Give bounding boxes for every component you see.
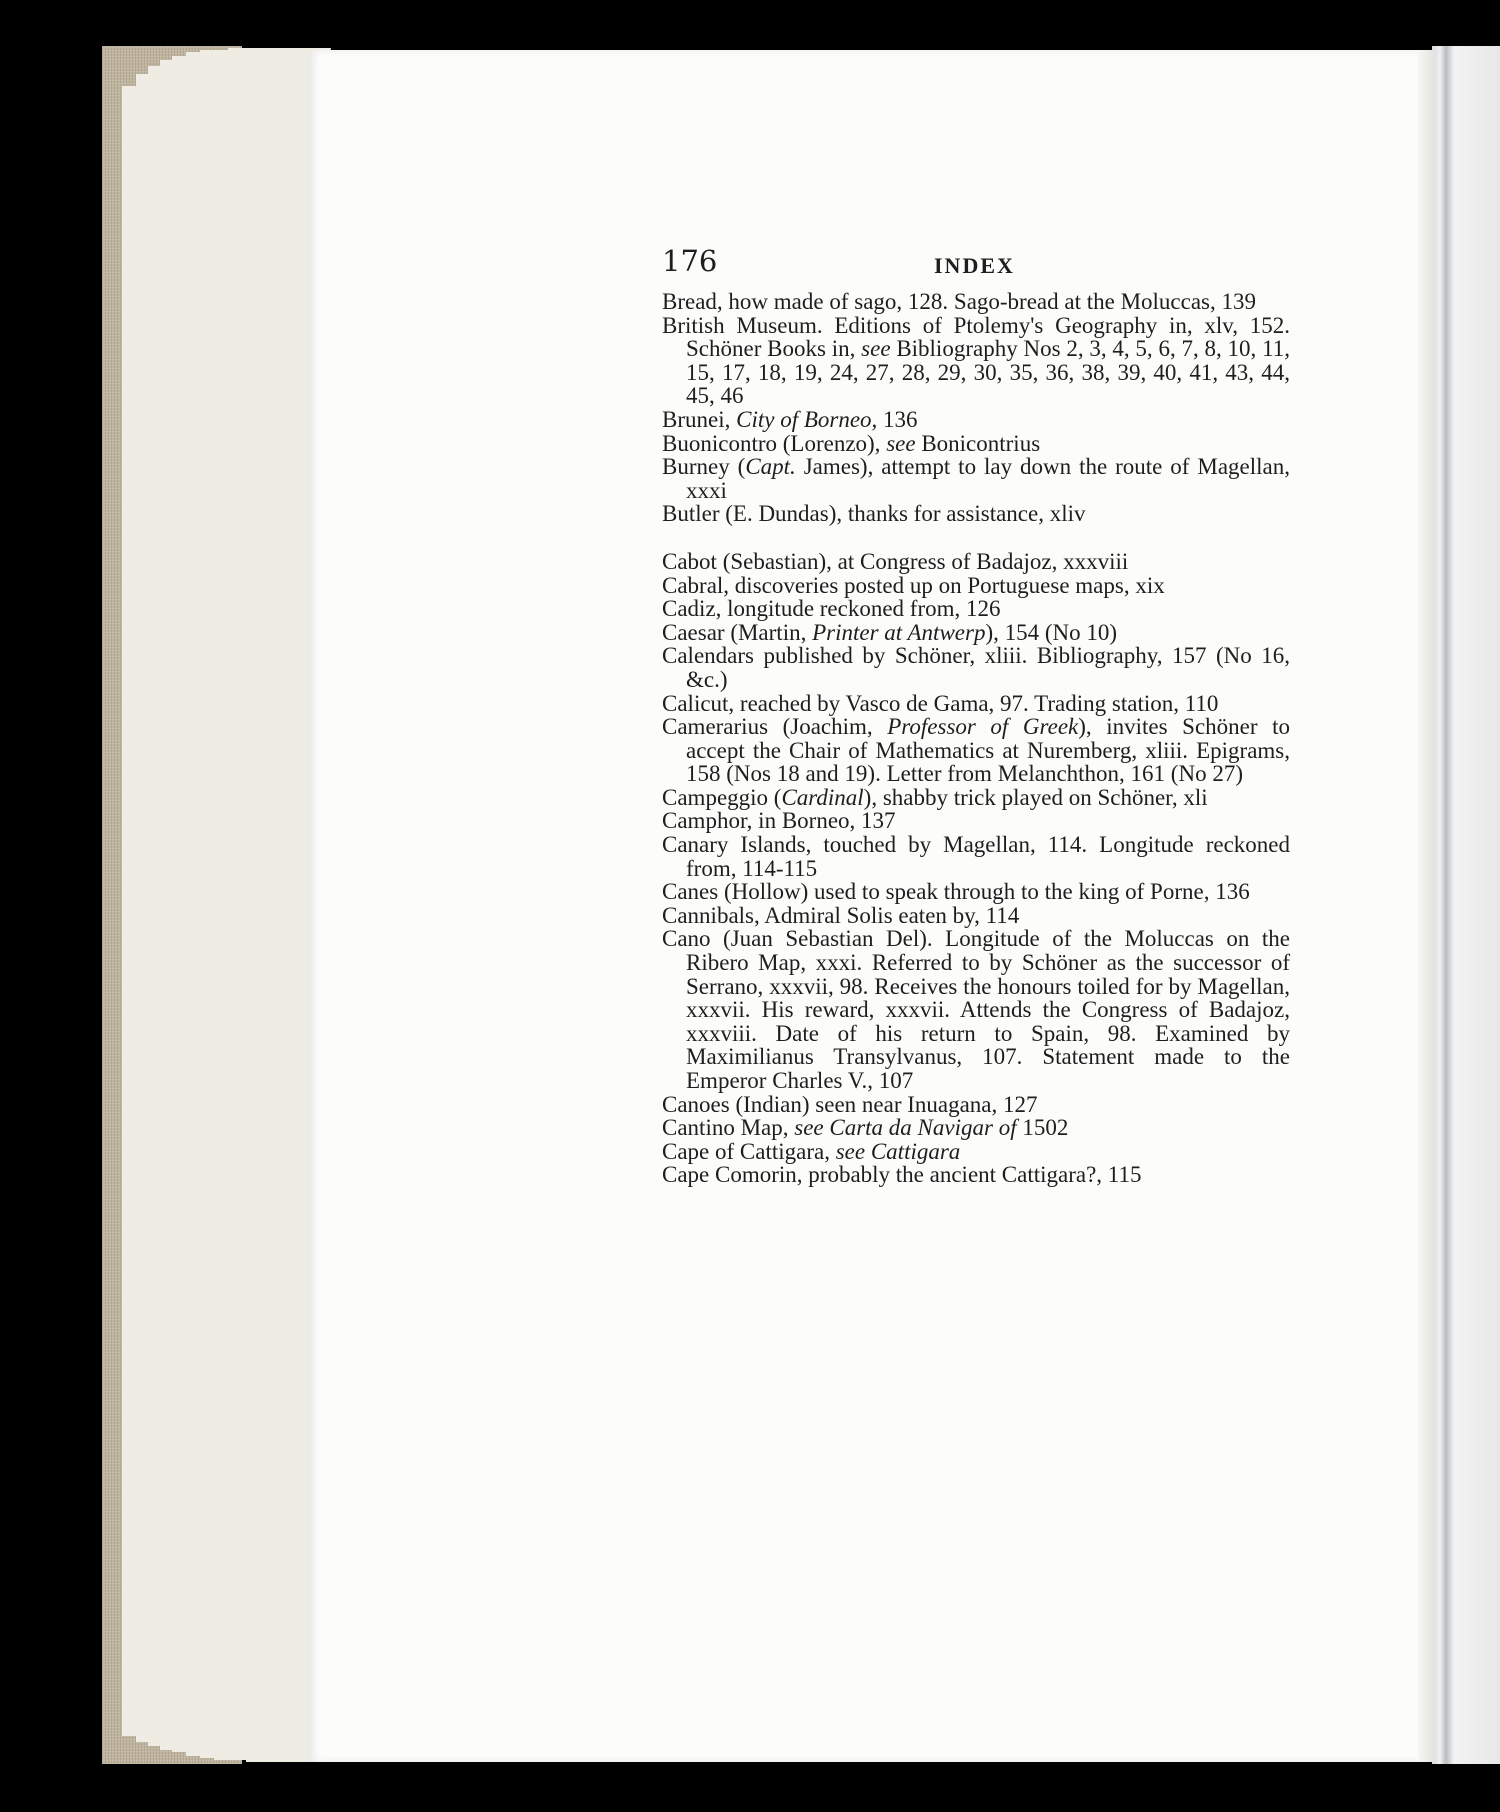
index-entry-text: ), invites Schöner to accept the Chair of Mathematics at Nuremberg, xliii. Epigrams, 158 (Nos 18 and 19). Letter from Melanchthon, 161 (No 27) xyxy=(686,714,1291,787)
index-entry-text: Cano (Juan Sebastian Del). Longitude of the Moluccas on the Ribero Map, xxxi. Referred to by Schöner as the successor of Serrano, xxxvii, 98. Receives the honours toiled for by Magellan, xxxvii. His reward, xxxvii. Attends the Congress of Badajoz, xxxviii. Date of his return to Spain, 98. Examined by Maximilianus Transylvanus, 107. Statement made to the Emperor Charles V., 107 xyxy=(662,926,1290,1093)
index-text-block xyxy=(662,244,1291,1188)
index-entry-text: 136 xyxy=(877,406,918,432)
index-entry xyxy=(662,927,1290,1092)
index-entry xyxy=(662,1140,1290,1164)
index-entry xyxy=(662,715,1290,786)
index-entry xyxy=(662,904,1290,928)
index-entry xyxy=(662,574,1290,598)
index-entry-italic: see Cattigara xyxy=(835,1138,961,1164)
index-entry-text: Canoes (Indian) seen near Inuagana, 127 xyxy=(662,1091,1038,1117)
index-entry xyxy=(662,502,1290,526)
index-entry xyxy=(662,1116,1290,1140)
index-entry-text: Cabot (Sebastian), at Congress of Badajoz, xxxviii xyxy=(662,548,1129,574)
index-entry xyxy=(662,1163,1290,1187)
index-entry-text: Butler (E. Dundas), thanks for assistance, xliv xyxy=(662,501,1086,527)
index-entry xyxy=(662,290,1290,314)
index-entry-italic: Professor of Greek xyxy=(887,714,1079,740)
index-entry-text: Brunei, xyxy=(662,406,737,432)
index-entry-text: Calendars published by Schöner, xliii. Bibliography, 157 (No 16, &c.) xyxy=(662,643,1290,692)
index-entry-text: Camerarius (Joachim, xyxy=(662,714,888,740)
index-entry xyxy=(662,621,1290,645)
index-entry xyxy=(662,833,1290,880)
page-header xyxy=(662,244,1290,290)
index-entry-text: Bread, how made of sago, 128. Sago-bread at the Moluccas, 139 xyxy=(662,289,1257,314)
index-entry-text: Cape of Cattigara, xyxy=(662,1138,836,1164)
index-entry-text: Burney ( xyxy=(662,454,746,480)
index-entry-text: 1502 xyxy=(1016,1115,1069,1141)
index-entry-text: Calicut, reached by Vasco de Gama, 97. Trading station, 110 xyxy=(662,690,1219,716)
page-number: 176 xyxy=(662,244,718,278)
index-entry-italic: Capt. xyxy=(745,454,796,480)
index-entry xyxy=(662,880,1290,904)
index-entry-text: Buonicontro (Lorenzo), xyxy=(662,430,887,456)
index-entry-italic: see Carta da Navigar of xyxy=(794,1115,1017,1141)
index-entry xyxy=(662,432,1290,456)
facing-page-edge xyxy=(1432,46,1500,1764)
index-entry-text: James), attempt to lay down the route of Magellan, xxxi xyxy=(686,454,1290,503)
index-entries xyxy=(662,290,1290,1187)
index-entry-text: British Museum. Editions of Ptolemy's Geography in, xlv, 152. Schöner Books in, xyxy=(662,312,1290,362)
index-entry-text: Cape Comorin, probably the ancient Cattigara?, 115 xyxy=(662,1162,1142,1188)
index-entry-text: Canes (Hollow) used to speak through to the king of Porne, 136 xyxy=(662,879,1250,905)
index-entry xyxy=(662,455,1290,502)
index-entry-text: Campeggio ( xyxy=(662,784,782,810)
index-entry-text: Cadiz, longitude reckoned from, 126 xyxy=(662,596,1001,622)
index-entry xyxy=(662,644,1290,691)
index-entry xyxy=(662,550,1290,574)
section-gap xyxy=(662,526,1290,550)
index-entry-text: Caesar (Martin, xyxy=(662,619,813,645)
index-entry xyxy=(662,408,1290,432)
index-entry xyxy=(662,597,1290,621)
index-entry-text: ), shabby trick played on Schöner, xli xyxy=(863,784,1208,810)
index-entry xyxy=(662,786,1290,810)
index-entry-text: Cabral, discoveries posted up on Portuguese maps, xix xyxy=(662,572,1165,598)
index-entry-text: Bonicontrius xyxy=(915,430,1041,456)
index-entry-italic: Printer at Antwerp xyxy=(812,619,986,645)
index-entry-italic: see xyxy=(861,336,891,362)
index-entry xyxy=(662,314,1290,408)
index-entry xyxy=(662,809,1290,833)
running-head: INDEX xyxy=(934,253,1015,278)
index-entry xyxy=(662,692,1290,716)
index-entry-text: Cannibals, Admiral Solis eaten by, 114 xyxy=(662,902,1020,928)
index-entry-text: ), 154 (No 10) xyxy=(985,619,1118,645)
index-entry-text: Cantino Map, xyxy=(662,1115,795,1141)
index-entry-italic: Cardinal xyxy=(781,784,864,810)
index-entry-text: Bibliography Nos 2, 3, 4, 5, 6, 7, 8, 10, 11, 15, 17, 18, 19, 24, 27, 28, 29, 30, 35, 36, 38, 39, 40, 41, 43, 44, 45, 46 xyxy=(686,336,1290,409)
index-entry xyxy=(662,1093,1290,1117)
index-entry-italic: see xyxy=(886,430,916,456)
index-entry-italic: City of Borneo, xyxy=(736,406,878,432)
index-entry-text: Camphor, in Borneo, 137 xyxy=(662,808,896,834)
index-entry-text: Canary Islands, touched by Magellan, 114. Longitude reckoned from, 114-115 xyxy=(662,832,1290,881)
page-gutter xyxy=(1418,50,1434,1762)
